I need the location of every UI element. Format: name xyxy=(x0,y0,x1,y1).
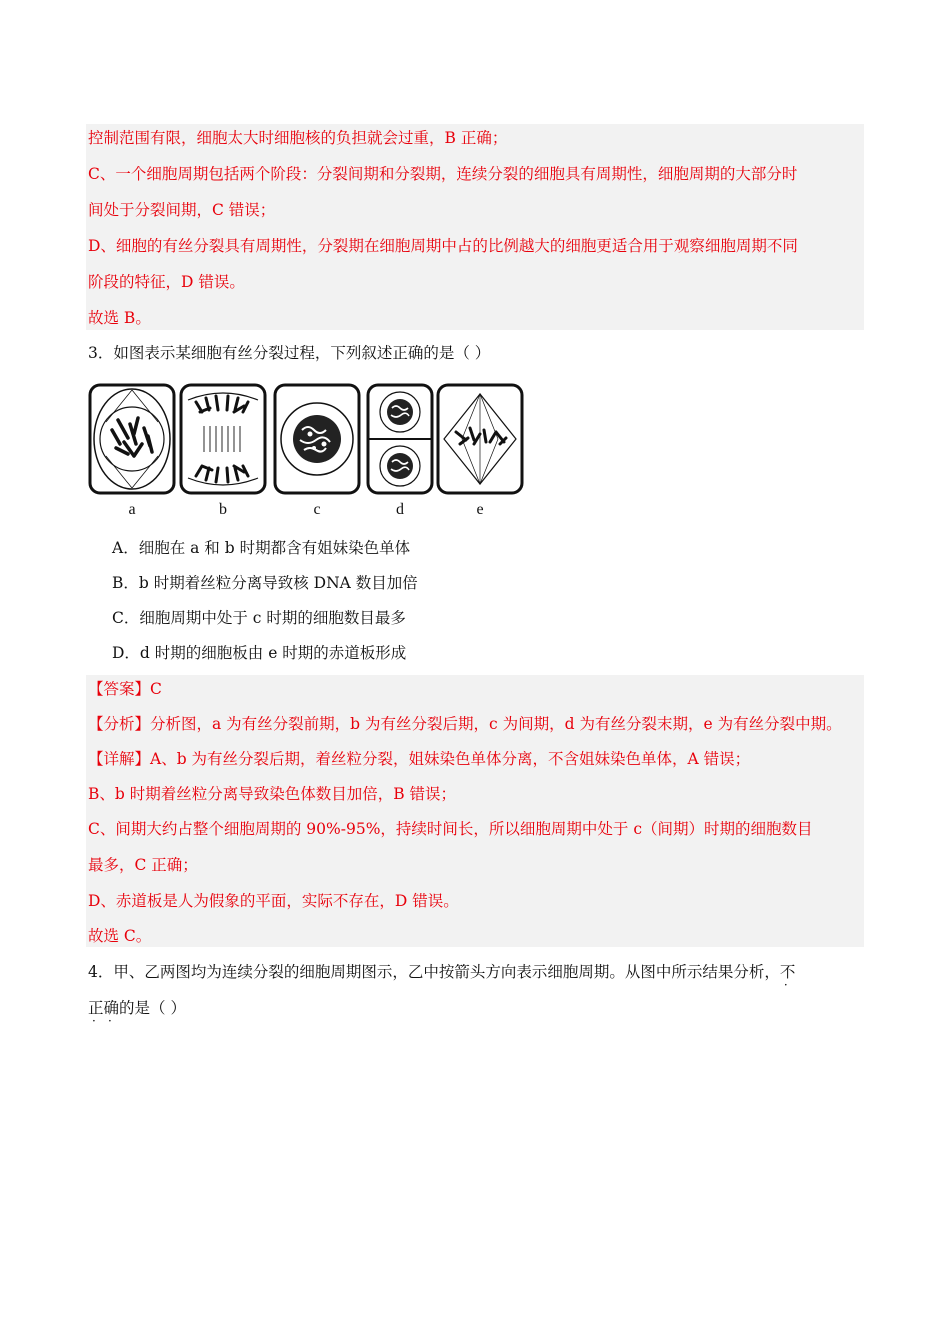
explanation-line: 控制范围有限，细胞太大时细胞核的负担就会过重，B 正确； xyxy=(88,129,508,147)
panel-a xyxy=(90,385,174,493)
question-4-stem-rest: 的是（ ） xyxy=(119,999,186,1017)
conclusion-line: 故选 C。 xyxy=(88,927,152,945)
panel-d xyxy=(368,385,432,493)
figure-label-c: c xyxy=(313,501,321,518)
option-d: D．d 时期的细胞板由 e 时期的赤道板形成 xyxy=(112,644,407,662)
question-4-stem-line1 xyxy=(88,962,796,992)
panel-c xyxy=(275,385,359,493)
option-b: B．b 时期着丝粒分离导致核 DNA 数目加倍 xyxy=(112,574,418,592)
panel-e xyxy=(438,385,522,493)
detail-line: B、b 时期着丝粒分离导致染色体数目加倍，B 错误； xyxy=(88,785,457,803)
option-a: A．细胞在 a 和 b 时期都含有姐妹染色单体 xyxy=(112,539,411,557)
figure-label-d: d xyxy=(396,501,404,518)
detail-line: C、间期大约占整个细胞周期的 90%-95%，持续时间长，所以细胞周期中处于 c（间期）时期的细胞数目 xyxy=(88,820,813,838)
emphasis-char: 正确 xyxy=(88,999,120,1017)
emphasis-dot: · xyxy=(92,1014,96,1028)
emphasis-word xyxy=(779,963,796,992)
emphasis-dot: · xyxy=(108,1014,112,1028)
figure-label-b: b xyxy=(219,501,227,518)
analysis-line: 【分析】分析图，a 为有丝分裂前期，b 为有丝分裂后期，c 为间期，d 为有丝分裂末期，e 为有丝分裂中期。 xyxy=(88,715,842,733)
answer-line: 【答案】C xyxy=(88,680,162,698)
question-3-stem: 3．如图表示某细胞有丝分裂过程，下列叙述正确的是（ ） xyxy=(88,344,491,362)
explanation-line: 故选 B。 xyxy=(88,309,151,327)
explanation-line: D、细胞的有丝分裂具有周期性，分裂期在细胞周期中占的比例越大的细胞更适合用于观察细胞周期不同 xyxy=(88,237,798,255)
panel-b xyxy=(181,385,265,493)
explanation-background-1 xyxy=(86,124,864,330)
emphasis-dot: · xyxy=(783,978,788,992)
explanation-line: C、一个细胞周期包括两个阶段：分裂间期和分裂期，连续分裂的细胞具有周期性，细胞周期的大部分时 xyxy=(88,165,798,183)
figure-label-a: a xyxy=(128,501,136,518)
detail-line: 最多，C 正确； xyxy=(88,856,198,874)
question-4-stem-text: 4．甲、乙两图均为连续分裂的细胞周期图示，乙中按箭头方向表示细胞周期。从图中所示结果分析， xyxy=(88,963,780,981)
mitosis-figure xyxy=(86,382,526,522)
emphasis-char: 不 xyxy=(779,963,796,981)
explanation-line: 阶段的特征，D 错误。 xyxy=(88,273,245,291)
question-4-stem-line2 xyxy=(88,998,186,1028)
detail-line: D、赤道板是人为假象的平面，实际不存在，D 错误。 xyxy=(88,892,459,910)
detail-line: 【详解】A、b 为有丝分裂后期，着丝粒分裂，姐妹染色单体分离，不含姐妹染色单体，A 错误； xyxy=(88,750,751,768)
explanation-line: 间处于分裂间期，C 错误； xyxy=(88,201,276,219)
emphasis-word xyxy=(88,999,120,1028)
option-c: C．细胞周期中处于 c 时期的细胞数目最多 xyxy=(112,609,406,627)
figure-label-e: e xyxy=(476,501,484,518)
